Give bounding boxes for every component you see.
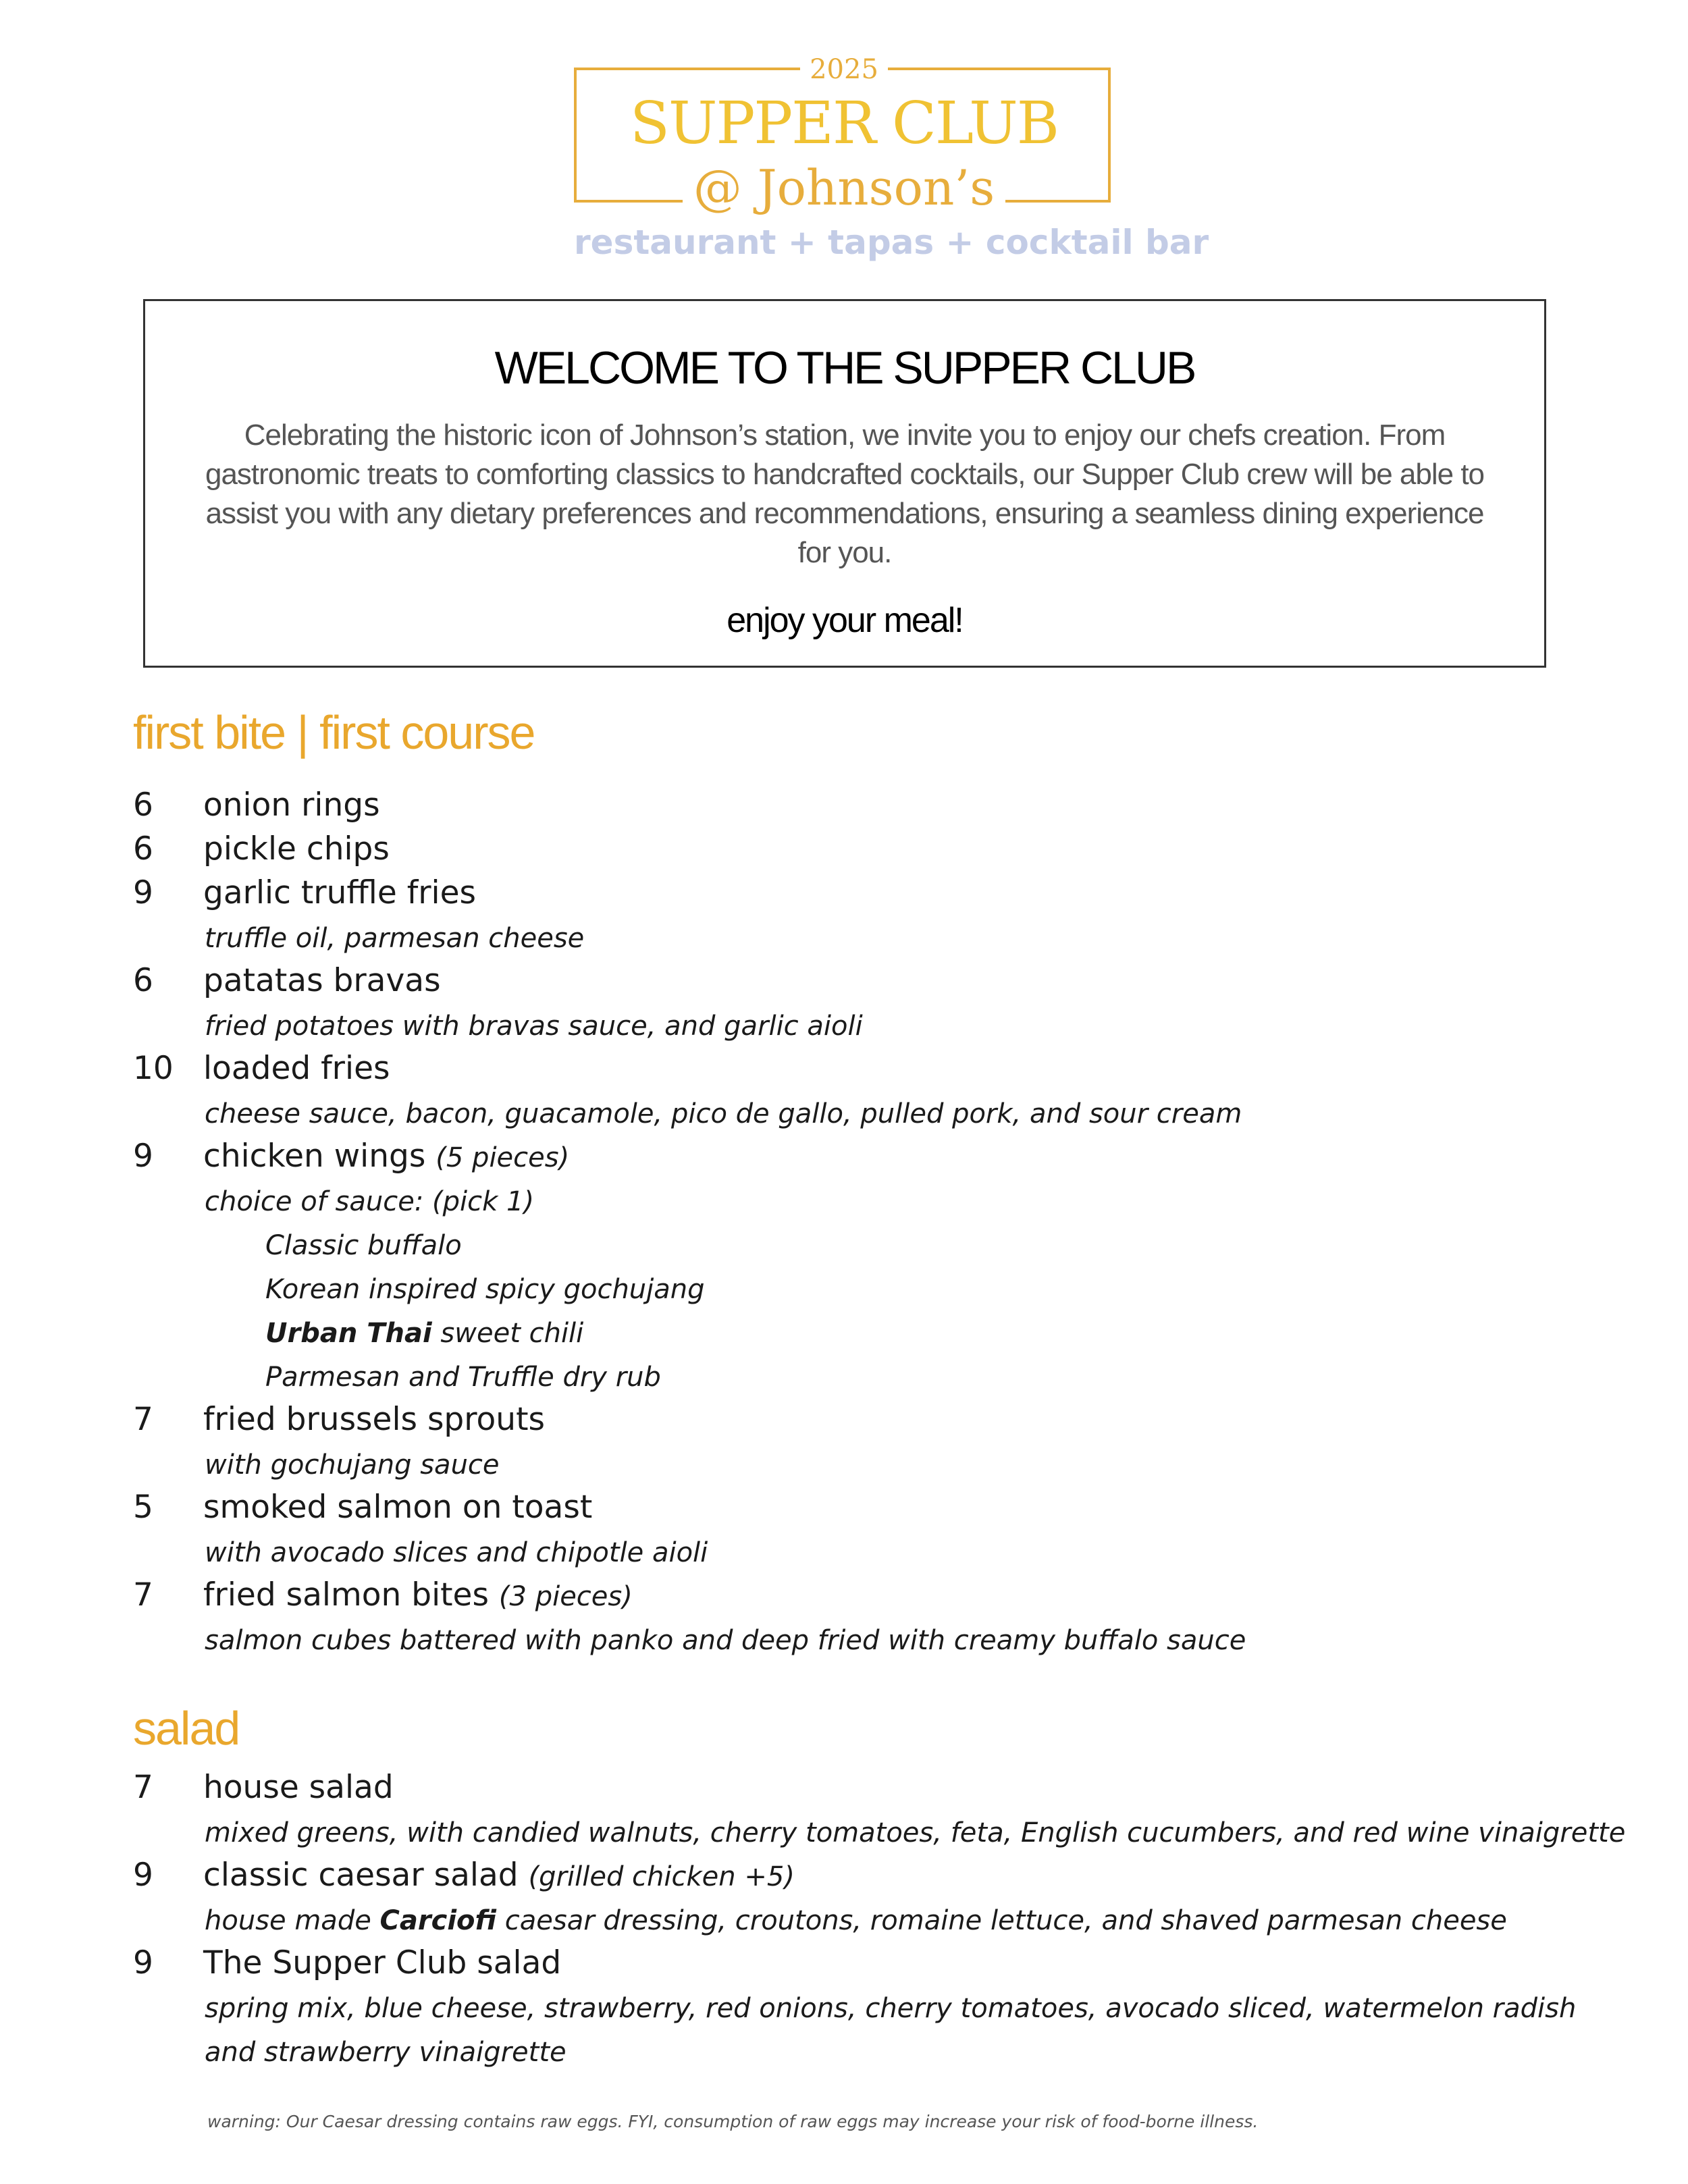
item-description: with avocado slices and chipotle aioli [205,1537,708,1568]
section-title-salad: salad [133,1702,240,1755]
welcome-heading: WELCOME TO THE SUPPER CLUB [494,342,1195,394]
item-name: fried brussels sprouts [203,1401,546,1438]
item-note: (grilled chicken +5) [528,1861,795,1892]
item-name: chicken wings [203,1138,426,1175]
sauce-option: Parmesan and Truffle dry rub [265,1362,661,1393]
item-price: 9 [133,1138,153,1175]
item-price: 10 [133,1050,174,1087]
sauce-option [265,1318,583,1349]
item-description: cheese sauce, bacon, guacamole, pico de gallo, pulled pork, and sour cream [205,1098,1242,1129]
item-description: salmon cubes battered with panko and deep fried with creamy buffalo sauce [205,1625,1246,1656]
item-description: truffle oil, parmesan cheese [205,923,585,954]
item-name: loaded fries [203,1050,390,1087]
item-description-continued: and strawberry vinaigrette [205,2037,566,2068]
item-name: classic caesar salad [203,1857,519,1894]
item-description: with gochujang sauce [205,1449,500,1481]
item-name: fried salmon bites [203,1576,489,1614]
logo-subtitle: @ Johnson’s [683,159,1005,216]
item-price: 7 [133,1576,153,1614]
sauce-option: Classic buffalo [265,1230,462,1261]
welcome-closing: enjoy your meal! [727,601,963,640]
item-price: 9 [133,874,153,911]
item-description [205,1905,1507,1936]
desc-brand: Carciofi [379,1905,497,1936]
item-description: mixed greens, with candied walnuts, cherry tomatoes, feta, English cucumbers, and red wine vinaigrette [205,1817,1626,1848]
item-description: choice of sauce: (pick 1) [205,1186,535,1217]
item-name: The Supper Club salad [203,1944,562,1981]
raw-egg-warning: warning: Our Caesar dressing contains raw eggs. FYI, consumption of raw eggs may increase your risk of food-borne illness. [207,2112,1259,2131]
item-price: 7 [133,1769,153,1806]
logo [574,54,1209,263]
logo-year: 2025 [800,54,888,85]
item-name: pickle chips [203,830,390,868]
sauce-option: Korean inspired spicy gochujang [265,1274,705,1305]
item-price: 9 [133,1857,153,1894]
item-price: 6 [133,962,153,999]
item-name: smoked salmon on toast [203,1489,593,1526]
item-note: (5 pieces) [436,1142,570,1173]
sauce-option-rest: sweet chili [440,1318,584,1349]
section-title-first-course: first bite | first course [133,706,535,759]
item-name: patatas bravas [203,962,441,999]
item-description: spring mix, blue cheese, strawberry, red onions, cherry tomatoes, avocado sliced, watermelon radish [205,1993,1577,2024]
welcome-body: Celebrating the historic icon of Johnson’s station, we invite you to enjoy our chefs creation. From gastronomic treats to comforting classics to handcrafted cocktails, our Supper Club crew will be able to assist you with any dietary preferences and recommendations, ensuring a seamless dining experience for you. [205,419,1485,569]
logo-tagline: restaurant + tapas + cocktail bar [574,223,1209,262]
item-description: fried potatoes with bravas sauce, and garlic aioli [205,1011,863,1042]
desc-part: caesar dressing, croutons, romaine lettuce, and shaved parmesan cheese [504,1905,1507,1936]
item-price: 7 [133,1401,153,1438]
logo-title: SUPPER CLUB [630,90,1058,157]
item-note: (3 pieces) [498,1581,633,1612]
sauce-option-brand: Urban Thai [265,1318,432,1349]
item-price: 6 [133,830,153,868]
item-name: garlic truffle fries [203,874,477,911]
item-price: 6 [133,787,153,824]
welcome-box [143,299,1546,668]
item-name: onion rings [203,787,380,824]
item-price: 9 [133,1944,153,1981]
item-price: 5 [133,1489,153,1526]
desc-part: house made [205,1905,371,1936]
item-name: house salad [203,1769,394,1806]
